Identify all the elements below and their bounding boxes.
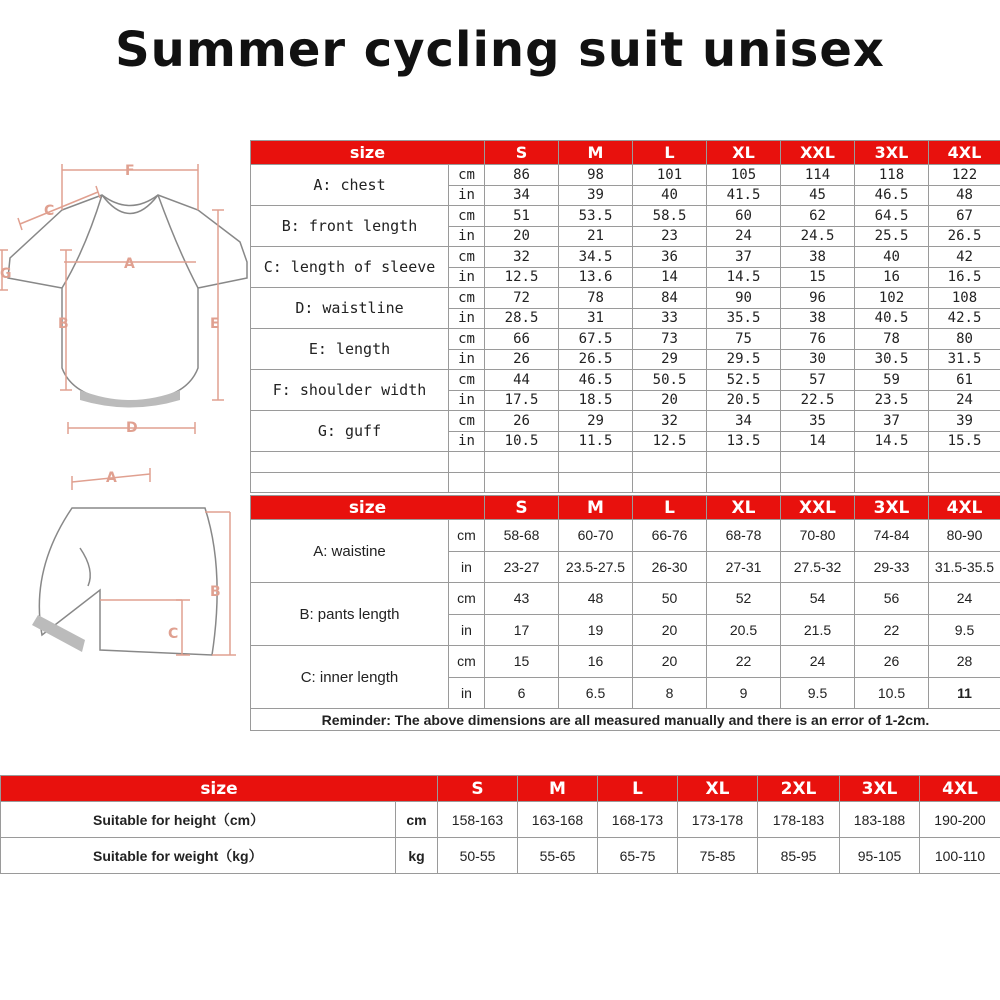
value-cell: 98 xyxy=(559,165,633,186)
measurement-label: C: length of sleeve xyxy=(251,247,449,288)
value-cell: 9.5 xyxy=(929,614,1000,646)
jersey-label-c: C xyxy=(44,203,55,219)
empty-cell xyxy=(485,452,559,473)
value-cell: 84 xyxy=(633,288,707,309)
value-cell: 52.5 xyxy=(707,370,781,391)
value-cell: 190-200 xyxy=(920,802,1000,838)
unit-cell: in xyxy=(449,390,485,411)
shorts-diagram xyxy=(0,460,250,670)
value-cell: 95-105 xyxy=(840,838,920,874)
value-cell: 122 xyxy=(929,165,1000,186)
fit-label: Suitable for height（cm） xyxy=(1,802,396,838)
value-cell: 6 xyxy=(485,677,559,709)
value-cell: 29-33 xyxy=(855,551,929,583)
table-row xyxy=(1,802,1000,838)
value-cell: 96 xyxy=(781,288,855,309)
jersey-label-g: G xyxy=(0,266,12,282)
unit-cell: cm xyxy=(396,802,438,838)
value-cell: 39 xyxy=(559,185,633,206)
size-column-header: M xyxy=(559,141,633,165)
unit-cell: cm xyxy=(449,583,485,615)
unit-cell: in xyxy=(449,349,485,370)
value-cell: 173-178 xyxy=(678,802,758,838)
value-cell: 32 xyxy=(485,247,559,268)
value-cell: 30.5 xyxy=(855,349,929,370)
value-cell: 48 xyxy=(929,185,1000,206)
value-cell: 48 xyxy=(559,583,633,615)
empty-cell xyxy=(929,452,1000,473)
empty-cell xyxy=(251,472,449,493)
value-cell: 9.5 xyxy=(781,677,855,709)
table-row xyxy=(251,646,1000,678)
value-cell: 35 xyxy=(781,411,855,432)
value-cell: 13.6 xyxy=(559,267,633,288)
size-column-header: XL xyxy=(678,776,758,802)
size-column-header: 4XL xyxy=(920,776,1000,802)
size-column-header: XXL xyxy=(781,496,855,520)
value-cell: 37 xyxy=(855,411,929,432)
value-cell: 78 xyxy=(559,288,633,309)
value-cell: 28.5 xyxy=(485,308,559,329)
empty-cell xyxy=(633,452,707,473)
value-cell: 11.5 xyxy=(559,431,633,452)
size-column-header: 3XL xyxy=(855,141,929,165)
size-column-header: XXL xyxy=(781,141,855,165)
value-cell: 11 xyxy=(929,677,1000,709)
jersey-label-d: D xyxy=(126,420,138,436)
value-cell: 16 xyxy=(855,267,929,288)
value-cell: 65-75 xyxy=(598,838,678,874)
measurement-label: F: shoulder width xyxy=(251,370,449,411)
value-cell: 15.5 xyxy=(929,431,1000,452)
size-column-header: L xyxy=(598,776,678,802)
unit-cell: cm xyxy=(449,411,485,432)
unit-cell: cm xyxy=(449,288,485,309)
value-cell: 55-65 xyxy=(518,838,598,874)
value-cell: 67 xyxy=(929,206,1000,227)
value-cell: 46.5 xyxy=(855,185,929,206)
reminder-row xyxy=(251,709,1000,731)
jersey-label-b: B xyxy=(58,316,69,332)
value-cell: 24.5 xyxy=(781,226,855,247)
value-cell: 13.5 xyxy=(707,431,781,452)
value-cell: 75 xyxy=(707,329,781,350)
value-cell: 62 xyxy=(781,206,855,227)
value-cell: 26.5 xyxy=(559,349,633,370)
value-cell: 23 xyxy=(633,226,707,247)
value-cell: 39 xyxy=(929,411,1000,432)
value-cell: 66 xyxy=(485,329,559,350)
unit-cell: cm xyxy=(449,329,485,350)
value-cell: 37 xyxy=(707,247,781,268)
value-cell: 31.5-35.5 xyxy=(929,551,1000,583)
empty-row xyxy=(251,452,1000,473)
unit-cell: cm xyxy=(449,247,485,268)
value-cell: 12.5 xyxy=(633,431,707,452)
measurement-label: A: chest xyxy=(251,165,449,206)
fit-label: Suitable for weight（kg） xyxy=(1,838,396,874)
value-cell: 31 xyxy=(559,308,633,329)
empty-cell xyxy=(449,452,485,473)
value-cell: 24 xyxy=(707,226,781,247)
jersey-size-table xyxy=(250,140,1000,493)
empty-cell xyxy=(707,472,781,493)
measurement-label: G: guff xyxy=(251,411,449,452)
value-cell: 23-27 xyxy=(485,551,559,583)
value-cell: 21 xyxy=(559,226,633,247)
empty-row xyxy=(251,472,1000,493)
table-header-row xyxy=(251,141,1000,165)
empty-cell xyxy=(855,452,929,473)
value-cell: 178-183 xyxy=(758,802,840,838)
empty-cell xyxy=(781,452,855,473)
value-cell: 22 xyxy=(707,646,781,678)
value-cell: 44 xyxy=(485,370,559,391)
size-column-header: M xyxy=(518,776,598,802)
value-cell: 26 xyxy=(485,411,559,432)
measurement-label: A: waistine xyxy=(251,520,449,583)
value-cell: 20.5 xyxy=(707,614,781,646)
value-cell: 17 xyxy=(485,614,559,646)
empty-cell xyxy=(781,472,855,493)
empty-cell xyxy=(855,472,929,493)
value-cell: 54 xyxy=(781,583,855,615)
size-column-header: XL xyxy=(707,496,781,520)
table-row xyxy=(251,206,1000,227)
empty-cell xyxy=(707,452,781,473)
size-column-header: 4XL xyxy=(929,141,1000,165)
reminder-note: Reminder: The above dimensions are all measured manually and there is an error of 1-2cm. xyxy=(251,709,1000,731)
unit-cell: in xyxy=(449,308,485,329)
value-cell: 34 xyxy=(485,185,559,206)
value-cell: 41.5 xyxy=(707,185,781,206)
value-cell: 118 xyxy=(855,165,929,186)
value-cell: 50-55 xyxy=(438,838,518,874)
empty-cell xyxy=(633,472,707,493)
value-cell: 23.5-27.5 xyxy=(559,551,633,583)
value-cell: 24 xyxy=(929,583,1000,615)
value-cell: 29 xyxy=(633,349,707,370)
value-cell: 73 xyxy=(633,329,707,350)
value-cell: 80 xyxy=(929,329,1000,350)
value-cell: 67.5 xyxy=(559,329,633,350)
size-column-header: 3XL xyxy=(855,496,929,520)
value-cell: 30 xyxy=(781,349,855,370)
value-cell: 36 xyxy=(633,247,707,268)
value-cell: 10.5 xyxy=(855,677,929,709)
value-cell: 168-173 xyxy=(598,802,678,838)
value-cell: 68-78 xyxy=(707,520,781,552)
value-cell: 10.5 xyxy=(485,431,559,452)
value-cell: 14 xyxy=(781,431,855,452)
measurement-label: B: pants length xyxy=(251,583,449,646)
measurement-label: D: waistline xyxy=(251,288,449,329)
value-cell: 76 xyxy=(781,329,855,350)
value-cell: 15 xyxy=(485,646,559,678)
table-row xyxy=(251,370,1000,391)
value-cell: 46.5 xyxy=(559,370,633,391)
value-cell: 29 xyxy=(559,411,633,432)
value-cell: 57 xyxy=(781,370,855,391)
size-column-header: M xyxy=(559,496,633,520)
value-cell: 20 xyxy=(633,646,707,678)
value-cell: 74-84 xyxy=(855,520,929,552)
value-cell: 43 xyxy=(485,583,559,615)
unit-cell: cm xyxy=(449,206,485,227)
value-cell: 78 xyxy=(855,329,929,350)
value-cell: 20 xyxy=(633,614,707,646)
unit-cell: in xyxy=(449,677,485,709)
value-cell: 163-168 xyxy=(518,802,598,838)
unit-cell: in xyxy=(449,431,485,452)
value-cell: 14 xyxy=(633,267,707,288)
value-cell: 158-163 xyxy=(438,802,518,838)
size-header-cell: size xyxy=(251,141,485,165)
unit-cell: cm xyxy=(449,646,485,678)
value-cell: 21.5 xyxy=(781,614,855,646)
size-column-header: L xyxy=(633,141,707,165)
value-cell: 38 xyxy=(781,247,855,268)
value-cell: 20 xyxy=(485,226,559,247)
value-cell: 85-95 xyxy=(758,838,840,874)
value-cell: 59 xyxy=(855,370,929,391)
value-cell: 64.5 xyxy=(855,206,929,227)
value-cell: 27.5-32 xyxy=(781,551,855,583)
jersey-outline xyxy=(8,195,247,402)
value-cell: 9 xyxy=(707,677,781,709)
value-cell: 25.5 xyxy=(855,226,929,247)
jersey-label-e: E xyxy=(210,316,220,332)
value-cell: 50.5 xyxy=(633,370,707,391)
value-cell: 26 xyxy=(855,646,929,678)
value-cell: 8 xyxy=(633,677,707,709)
table-row xyxy=(251,165,1000,186)
unit-cell: cm xyxy=(449,520,485,552)
size-header-cell: size xyxy=(1,776,438,802)
unit-cell: kg xyxy=(396,838,438,874)
table-row xyxy=(251,329,1000,350)
size-header-cell: size xyxy=(251,496,485,520)
value-cell: 35.5 xyxy=(707,308,781,329)
table-row xyxy=(1,838,1000,874)
value-cell: 24 xyxy=(781,646,855,678)
value-cell: 75-85 xyxy=(678,838,758,874)
jersey-label-f: F xyxy=(125,163,135,179)
value-cell: 105 xyxy=(707,165,781,186)
value-cell: 32 xyxy=(633,411,707,432)
value-cell: 60-70 xyxy=(559,520,633,552)
measurement-label: C: inner length xyxy=(251,646,449,709)
value-cell: 56 xyxy=(855,583,929,615)
value-cell: 33 xyxy=(633,308,707,329)
empty-cell xyxy=(485,472,559,493)
value-cell: 22.5 xyxy=(781,390,855,411)
value-cell: 60 xyxy=(707,206,781,227)
value-cell: 101 xyxy=(633,165,707,186)
unit-cell: in xyxy=(449,614,485,646)
value-cell: 18.5 xyxy=(559,390,633,411)
size-column-header: 3XL xyxy=(840,776,920,802)
empty-cell xyxy=(929,472,1000,493)
shorts-label-a: A xyxy=(106,470,117,486)
fit-size-table xyxy=(0,775,1000,874)
jersey-diagram xyxy=(0,150,250,450)
table-row xyxy=(251,520,1000,552)
value-cell: 6.5 xyxy=(559,677,633,709)
unit-cell: cm xyxy=(449,165,485,186)
value-cell: 23.5 xyxy=(855,390,929,411)
table-header-row xyxy=(251,496,1000,520)
value-cell: 66-76 xyxy=(633,520,707,552)
measurement-label: B: front length xyxy=(251,206,449,247)
value-cell: 27-31 xyxy=(707,551,781,583)
table-row xyxy=(251,247,1000,268)
unit-cell: in xyxy=(449,226,485,247)
value-cell: 42.5 xyxy=(929,308,1000,329)
value-cell: 51 xyxy=(485,206,559,227)
page-title: Summer cycling suit unisex xyxy=(115,22,885,78)
table-header-row xyxy=(1,776,1000,802)
value-cell: 80-90 xyxy=(929,520,1000,552)
table-row xyxy=(251,411,1000,432)
value-cell: 26-30 xyxy=(633,551,707,583)
size-column-header: S xyxy=(438,776,518,802)
value-cell: 42 xyxy=(929,247,1000,268)
value-cell: 26.5 xyxy=(929,226,1000,247)
value-cell: 52 xyxy=(707,583,781,615)
size-column-header: S xyxy=(485,141,559,165)
value-cell: 100-110 xyxy=(920,838,1000,874)
unit-cell: in xyxy=(449,185,485,206)
value-cell: 19 xyxy=(559,614,633,646)
value-cell: 34 xyxy=(707,411,781,432)
size-column-header: 2XL xyxy=(758,776,840,802)
table-row xyxy=(251,583,1000,615)
value-cell: 29.5 xyxy=(707,349,781,370)
value-cell: 20 xyxy=(633,390,707,411)
shorts-label-c: C xyxy=(168,626,179,642)
size-column-header: XL xyxy=(707,141,781,165)
measurement-label: E: length xyxy=(251,329,449,370)
value-cell: 28 xyxy=(929,646,1000,678)
empty-cell xyxy=(559,452,633,473)
value-cell: 53.5 xyxy=(559,206,633,227)
table-row xyxy=(251,288,1000,309)
value-cell: 114 xyxy=(781,165,855,186)
value-cell: 17.5 xyxy=(485,390,559,411)
value-cell: 58.5 xyxy=(633,206,707,227)
value-cell: 86 xyxy=(485,165,559,186)
value-cell: 26 xyxy=(485,349,559,370)
value-cell: 50 xyxy=(633,583,707,615)
value-cell: 102 xyxy=(855,288,929,309)
value-cell: 14.5 xyxy=(855,431,929,452)
value-cell: 40.5 xyxy=(855,308,929,329)
value-cell: 16.5 xyxy=(929,267,1000,288)
value-cell: 22 xyxy=(855,614,929,646)
value-cell: 34.5 xyxy=(559,247,633,268)
shorts-label-b: B xyxy=(210,584,221,600)
value-cell: 20.5 xyxy=(707,390,781,411)
value-cell: 61 xyxy=(929,370,1000,391)
value-cell: 15 xyxy=(781,267,855,288)
empty-cell xyxy=(559,472,633,493)
size-column-header: 4XL xyxy=(929,496,1000,520)
value-cell: 16 xyxy=(559,646,633,678)
size-column-header: S xyxy=(485,496,559,520)
value-cell: 14.5 xyxy=(707,267,781,288)
value-cell: 24 xyxy=(929,390,1000,411)
pants-size-table xyxy=(250,495,1000,731)
value-cell: 45 xyxy=(781,185,855,206)
value-cell: 12.5 xyxy=(485,267,559,288)
value-cell: 90 xyxy=(707,288,781,309)
value-cell: 38 xyxy=(781,308,855,329)
value-cell: 108 xyxy=(929,288,1000,309)
empty-cell xyxy=(251,452,449,473)
value-cell: 40 xyxy=(633,185,707,206)
value-cell: 58-68 xyxy=(485,520,559,552)
unit-cell: in xyxy=(449,551,485,583)
size-column-header: L xyxy=(633,496,707,520)
unit-cell: in xyxy=(449,267,485,288)
value-cell: 183-188 xyxy=(840,802,920,838)
value-cell: 40 xyxy=(855,247,929,268)
value-cell: 70-80 xyxy=(781,520,855,552)
value-cell: 72 xyxy=(485,288,559,309)
unit-cell: cm xyxy=(449,370,485,391)
jersey-label-a: A xyxy=(124,256,135,272)
empty-cell xyxy=(449,472,485,493)
value-cell: 31.5 xyxy=(929,349,1000,370)
